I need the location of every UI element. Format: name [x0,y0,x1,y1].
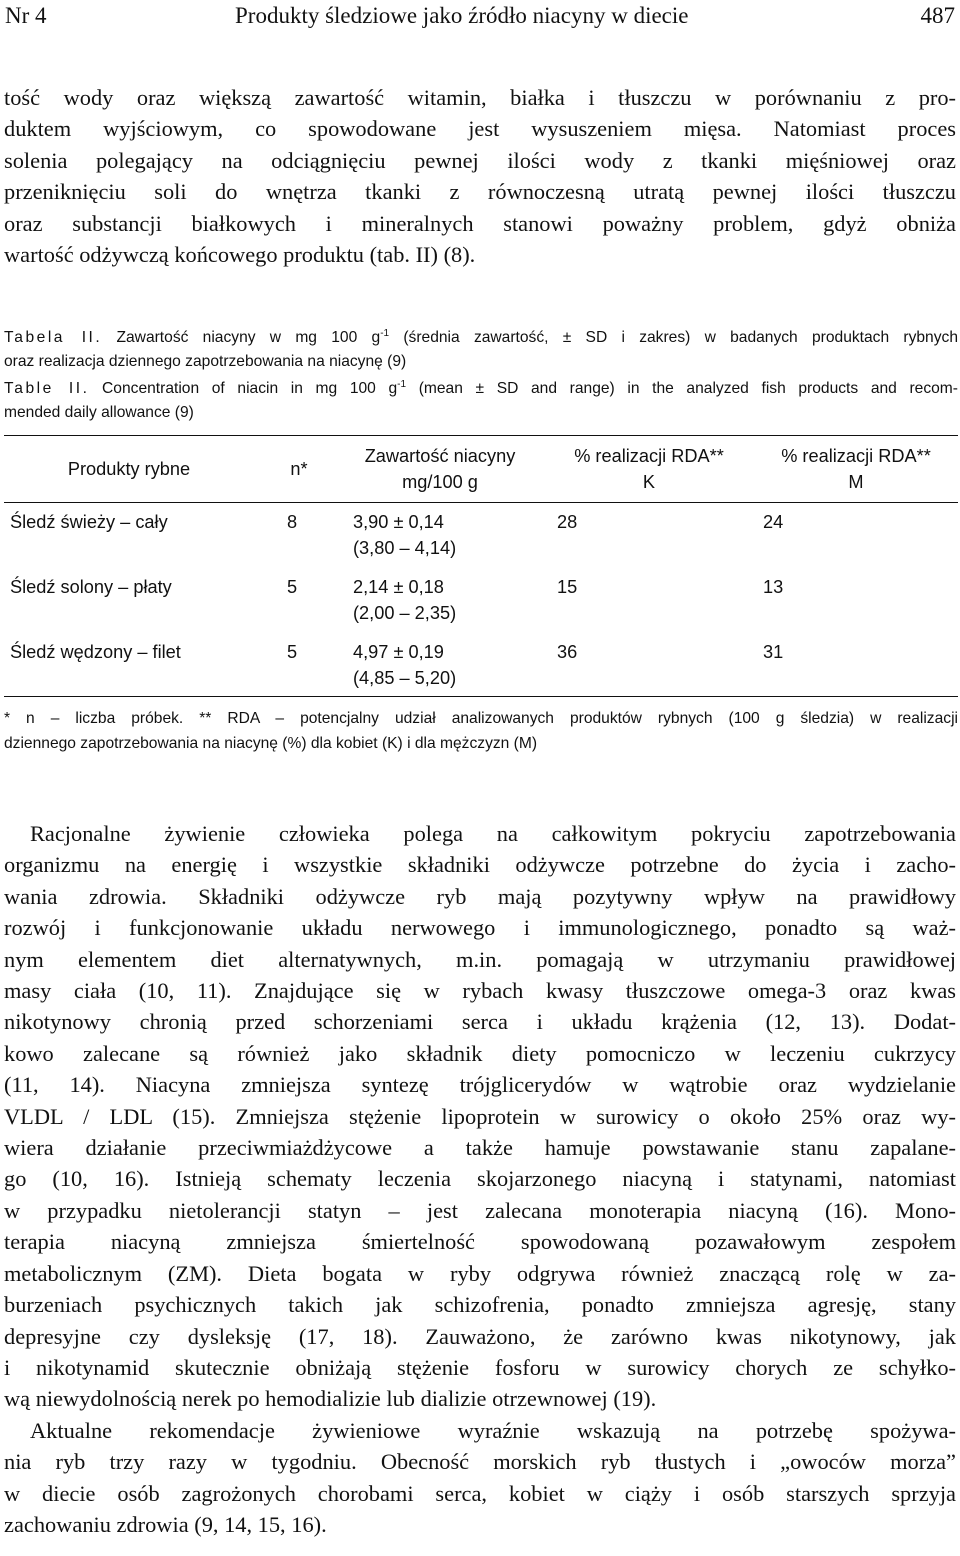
row-rda-m: 31 [763,642,784,662]
text-line: Racjonalne żywienie człowieka polega na całkowitym pokryciu zapotrzebowania [30,821,956,846]
row-mean: 3,90 ± 0,14 [353,512,444,532]
row-rda-m: 13 [763,577,784,597]
text-line: przeniknięciu soli do wnętrza tkanki z równoczesną utratą pewnej ilości tłuszczu [4,179,956,205]
text-line: solenia polegający na odciągnięciu pewnej ilości wody z tkanki mięśniowej oraz [4,147,956,173]
caption-line: oraz realizacja dziennego zapotrzebowania na niacynę (9) [4,353,407,370]
table-caption-en [4,377,958,425]
text-line: burzeniach psychicznych takich jak schizofrenia, ponadto zmniejsza agresję, stany [4,1292,956,1318]
text-line: Aktualne rekomendacje żywieniowe wyraźnie wskazują na potrzebę spożywa- [30,1417,956,1443]
text-line: nym elementem diet alternatywnych, m.in. pomagają w utrzymaniu prawidłowej [4,946,956,972]
text-line: nia ryb trzy razy w tygodniu. Obecność morskich ryb tłustych i „owoców morza” [4,1449,956,1475]
row-n: 5 [287,642,298,662]
header-n: n* [290,459,308,479]
row-rda-m: 24 [763,512,784,532]
text-line: VLDL / LDL (15). Zmniejsza stężenie lipoprotein w surowicy o około 25% oraz wy- [4,1103,956,1129]
row-product: Śledź świeży – cały [10,512,168,532]
caption-line [4,326,958,350]
header-rda-m-line2: M [848,472,864,492]
footnote-line: dziennego zapotrzebowania na niacynę (%) dla kobiet (K) i dla mężczyzn (M) [4,735,538,752]
text-line: nikotynowy chronią przed schorzeniami serca i układu krążenia (12, 13). Dodat- [4,1009,956,1035]
table-footnote [4,706,958,756]
caption-text: (średnia zawartość, ± SD i zakres) w badanych produktach rybnych [403,329,958,346]
caption-label: Tabela II. [4,329,103,346]
text-line: w przypadku nietolerancji statyn – jest zalecana monoterapia niacyną (16). Mono- [4,1197,956,1223]
text-line: wiera działanie przeciwmiażdżycowe a także hamuje powstawanie stanu zapalane- [4,1135,956,1161]
row-rda-k: 15 [557,577,578,597]
table-caption-pl [4,326,958,374]
running-header [5,0,955,32]
text-line: i nikotynamid skutecznie obniżają stężenie fosforu w surowicy chorych ze schyłko- [4,1354,956,1380]
row-range: (2,00 – 2,35) [353,603,457,623]
text-line: kowo zalecane są również jako składnik diety pomocniczo w leczeniu cukrzycy [4,1040,956,1066]
row-range: (4,85 – 5,20) [353,668,457,688]
text-line: go (10, 16). Istnieją schematy leczenia skojarzonego niacyną i statynami, natomiast [4,1166,956,1192]
text-line: metabolicznym (ZM). Dieta bogata w ryby odgrywa również znaczącą rolę w za- [4,1260,956,1286]
caption-superscript: -1 [380,328,390,339]
text-line: depresyjne czy dysleksję (17, 18). Zauważono, że zarówno kwas nikotynowy, jak [4,1323,956,1349]
running-title: Produkty śledziowe jako źródło niacyny w diecie [235,3,689,28]
intro-paragraph [4,82,956,270]
row-range: (3,80 – 4,14) [353,538,457,558]
row-product: Śledź wędzony – filet [10,642,181,662]
text-line: masy ciała (10, 11). Znajdujące się w rybach kwasy tłuszczowe omega-3 oraz kwas [4,978,956,1004]
header-product: Produkty rybne [67,459,191,479]
caption-label: Table II. [4,380,90,397]
row-n: 5 [287,577,298,597]
row-n: 8 [287,512,298,532]
text-line: (11, 14). Niacyna zmniejsza syntezę trójglicerydów w wątrobie oraz wydzielanie [4,1072,956,1098]
header-rda-m [756,443,956,495]
text-line: w diecie osób zagrożonych chorobami serca, kobiet w ciąży i osób starszych sprzyja [4,1480,956,1506]
header-niacin-line2: mg/100 g [402,472,478,492]
text-line: terapia niacyną zmniejsza śmiertelność spowodowaną pozawałowym zespołem [4,1229,956,1255]
text-line: tość wody oraz większą zawartość witamin, białka i tłuszczu w porównaniu z pro- [4,85,956,110]
caption-line: mended daily allowance (9) [4,404,194,421]
text-line: rozwój i funkcjonowanie układu nerwowego i immunologicznego, ponadto są waż- [4,915,956,941]
row-mean: 2,14 ± 0,18 [353,577,444,597]
text-line: duktem wyjściowym, co spowodowane jest wysuszeniem mięsa. Natomiast proces [4,116,956,142]
header-rda-k [549,443,749,495]
header-rda-k-line2: K [642,472,656,492]
text-line: wania zdrowia. Składniki odżywcze ryb mają pozytywny wpływ na prawidłowy [4,883,956,909]
row-rda-k: 28 [557,512,578,532]
header-rda-m-line1: % realizacji RDA** [781,446,931,466]
header-niacin [340,443,540,495]
caption-text: Concentration of niacin in mg 100 g [102,380,398,397]
text-line: wartość odżywczą końcowego produktu (tab. II) (8). [4,242,476,268]
caption-superscript: -1 [397,379,407,390]
text-line: oraz substancji białkowych i mineralnych stanowi poważny problem, gdyż obniża [4,210,956,236]
caption-line [4,377,958,401]
row-product: Śledź solony – płaty [10,577,172,597]
body-paragraph-1 [4,818,956,1540]
issue-number: Nr 4 [5,3,47,28]
row-mean: 4,97 ± 0,19 [353,642,444,662]
footnote-line: * n – liczba próbek. ** RDA – potencjalny udział analizowanych produktów rybnych (100 g śledzia) w realizacji [4,710,958,727]
caption-text: (mean ± SD and range) in the analyzed fish products and recom- [418,380,958,397]
page-number: 487 [920,3,955,28]
text-line: wą niewydolnością nerek po hemodializie lub dializie otrzewnowej (19). [4,1386,657,1412]
header-niacin-line1: Zawartość niacyny [364,446,516,466]
row-rda-k: 36 [557,642,578,662]
text-line: zachowaniu zdrowia (9, 14, 15, 16). [4,1511,327,1537]
header-rule [4,502,958,503]
caption-text: Zawartość niacyny w mg 100 g [116,329,381,346]
header-rda-k-line1: % realizacji RDA** [574,446,724,466]
niacin-table [4,435,958,697]
text-line: organizmu na energię i wszystkie składniki odżywcze potrzebne do życia i zacho- [4,852,956,878]
